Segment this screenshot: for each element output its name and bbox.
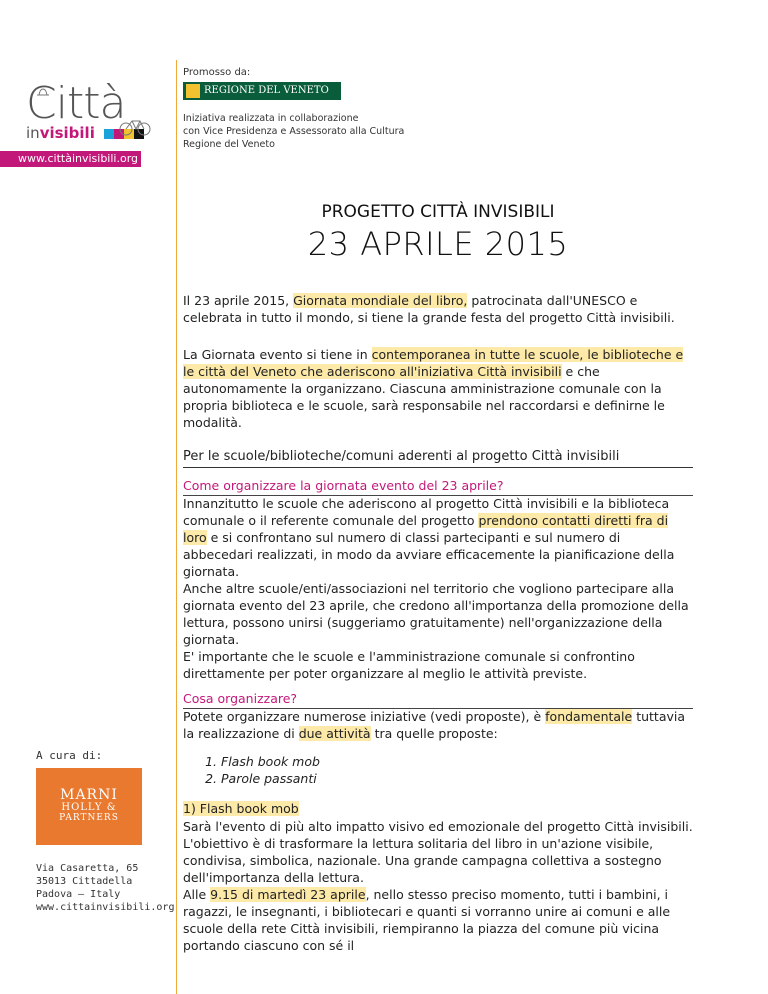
list-item: 1. Flash book mob: [221, 753, 731, 770]
regione-veneto-logo: [183, 82, 341, 100]
hat-icon: [36, 88, 50, 96]
organizzare-paragraph: [183, 495, 693, 580]
mh-logo-line1: MARNI: [60, 787, 118, 803]
address-block: [36, 862, 174, 914]
address-line: 35013 Cittadella: [36, 876, 133, 887]
flash-book-mob-paragraph: [183, 818, 693, 954]
address-line: Padova – Italy: [36, 889, 121, 900]
address-line: Via Casaretta, 65: [36, 863, 139, 874]
marni-holly-partners-logo: [36, 768, 142, 845]
text: , nello stesso preciso momento, tutti i bambini, i ragazzi, le insegnanti, i bibliotecari e quanti si vorranno unire ai comuni e alle scuole della rete Città invisibili, riempiranno la piazza del comune più vicina portando ciascuno con sé il: [183, 887, 671, 953]
regione-label: REGIONE DEL VENETO: [204, 85, 329, 96]
highlight: fondamentale: [545, 709, 633, 724]
activity-list: [183, 753, 731, 787]
text: tra quelle proposte:: [370, 726, 498, 741]
text: Innanzitutto le scuole che aderiscono al progetto Città invisibili e la biblioteca comunale o il referente comunale del progetto: [183, 496, 670, 528]
lion-crest-icon: [186, 84, 200, 98]
website-url-bar[interactable]: www.cittàinvisibili.org: [0, 151, 141, 167]
highlight: 9.15 di martedì 23 aprile: [210, 887, 366, 902]
highlight: 1) Flash book mob: [183, 801, 299, 816]
cosa-organizzare-paragraph: [183, 708, 693, 742]
text: e che autonomamente la organizzano. Ciascuna amministrazione comunale con la propria biblioteca e le scuole, sarà responsabile nel raccordarsi e definirne le modalità.: [183, 364, 665, 430]
text: e si confrontano sul numero di classi partecipanti e sul numero di abbecedari realizzati, in modo da avviare efficacemente la pianificazione della giornata.: [183, 530, 675, 579]
logo-word: Città: [26, 78, 126, 129]
confronto-paragraph: E' importante che le scuole e l'amministrazione comunale si confrontino direttamente per poter organizzare al meglio le attività previste.: [183, 649, 635, 681]
citta-invisibili-logo: [26, 78, 176, 143]
intro-paragraph: [183, 292, 693, 326]
logo-sub-visibili: visibili: [39, 124, 95, 142]
bicycle-icon: [118, 116, 152, 136]
color-bar: [104, 129, 114, 139]
text: Il 23 aprile 2015,: [183, 293, 294, 308]
mh-logo-line2: HOLLY &: [61, 802, 117, 813]
iniziativa-text: [183, 112, 404, 151]
iniziativa-line: Iniziativa realizzata in collaborazione: [183, 113, 359, 124]
giornata-paragraph: [183, 346, 693, 431]
highlight: contemporanea in tutte le scuole, le biblioteche e le città del Veneto che aderiscono all'iniziativa Città invisibili: [183, 347, 684, 379]
iniziativa-line: con Vice Presidenza e Assessorato alla Cultura: [183, 126, 405, 137]
logo-sub-in: in: [26, 124, 40, 142]
text: La Giornata evento si tiene in: [183, 347, 372, 362]
address-website[interactable]: www.cittainvisibili.org: [36, 902, 175, 913]
highlight: Giornata mondiale del libro,: [293, 293, 468, 308]
altre-scuole-paragraph: Anche altre scuole/enti/associazioni nel territorio che vogliono partecipare alla giornata evento del 23 aprile, che credono all'importanza della promozione della lettura, possono unirsi (suggeriamo gratuitamente) nell'organizzazione della giornata.: [183, 581, 689, 647]
mh-logo-line3: PARTNERS: [59, 813, 119, 823]
text: Potete organizzare numerose iniziative (vedi proposte), è: [183, 709, 546, 724]
iniziativa-line: Regione del Veneto: [183, 139, 275, 150]
highlight: due attività: [298, 726, 371, 741]
section-heading: Per le scuole/biblioteche/comuni aderenti al progetto Città invisibili: [183, 448, 693, 468]
text: tuttavia la realizzazione di: [183, 709, 686, 741]
column-divider: [176, 60, 177, 994]
subheading-cosa-organizzare: Cosa organizzare?: [183, 690, 693, 709]
subheading-come-organizzare: Come organizzare la giornata evento del 23 aprile?: [183, 477, 693, 496]
list-item: 2. Parole passanti: [221, 770, 731, 787]
text: Sarà l'evento di più alto impatto visivo ed emozionale del progetto Città invisibili. L'obiettivo è di trasformare la lettura solitaria del libro in un'azione visibile, condivisa, simbolica, nazionale. Una grande campagna collettiva a sostegno dell'importanza della lettura.: [183, 819, 693, 885]
flash-book-mob-heading: [183, 800, 693, 817]
logo-subtitle: [26, 124, 176, 143]
promosso-label: Promosso da:: [183, 67, 251, 78]
document-date-title: 23 APRILE 2015: [307, 225, 569, 263]
a-cura-di-label: A cura di:: [36, 749, 103, 762]
highlight: prendono contatti diretti fra di loro: [183, 513, 669, 545]
text: patrocinata dall'UNESCO e celebrata in tutto il mondo, si tiene la grande festa del progetto Città invisibili.: [183, 293, 675, 325]
text: Alle: [183, 887, 211, 902]
document-title: PROGETTO CITTÀ INVISIBILI: [321, 202, 555, 222]
